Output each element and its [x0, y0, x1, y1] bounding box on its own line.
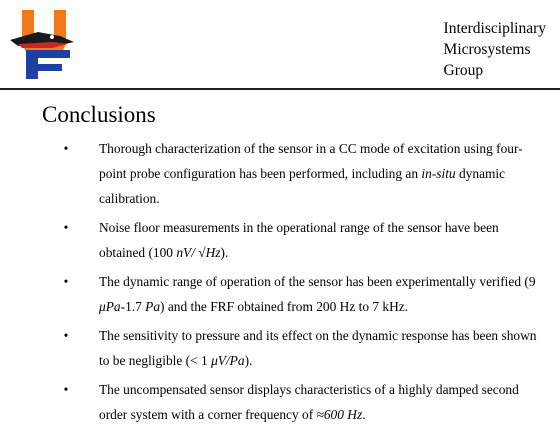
bullet-icon: •	[63, 141, 69, 156]
slide-title: Conclusions	[42, 102, 156, 127]
bullet-icon: •	[63, 328, 69, 343]
group-line-2: Microsystems	[443, 41, 531, 58]
conclusions-list	[60, 136, 540, 431]
bullet-icon: •	[63, 274, 69, 289]
group-name	[444, 18, 546, 81]
group-line-3: Group	[443, 62, 484, 79]
bullet-icon: •	[63, 220, 69, 235]
group-line-1: Interdisciplinary	[443, 20, 546, 37]
bullet-item: • Noise floor measurements in the operational range of the sensor have been obtained (100 nV/ √Hz).	[60, 215, 540, 265]
bullet-item: • Thorough characterization of the sensor in a CC mode of excitation using four-point probe configuration has been performed, including an in-situ dynamic calibration.	[60, 136, 540, 211]
bullet-icon: •	[63, 382, 69, 397]
bullet-item: • The uncompensated sensor displays characteristics of a highly damped second order system with a corner frequency of ≈600 Hz.	[60, 377, 540, 427]
bullet-item: • The dynamic range of operation of the sensor has been experimentally verified (9 μPa-1.7 Pa) and the FRF obtained from 200 Hz to 7 kHz.	[60, 269, 540, 319]
uf-gator-logo	[8, 6, 80, 80]
header-divider	[0, 88, 560, 90]
bullet-item: • The sensitivity to pressure and its effect on the dynamic response has been shown to be negligible (< 1 μV/Pa).	[60, 323, 540, 373]
